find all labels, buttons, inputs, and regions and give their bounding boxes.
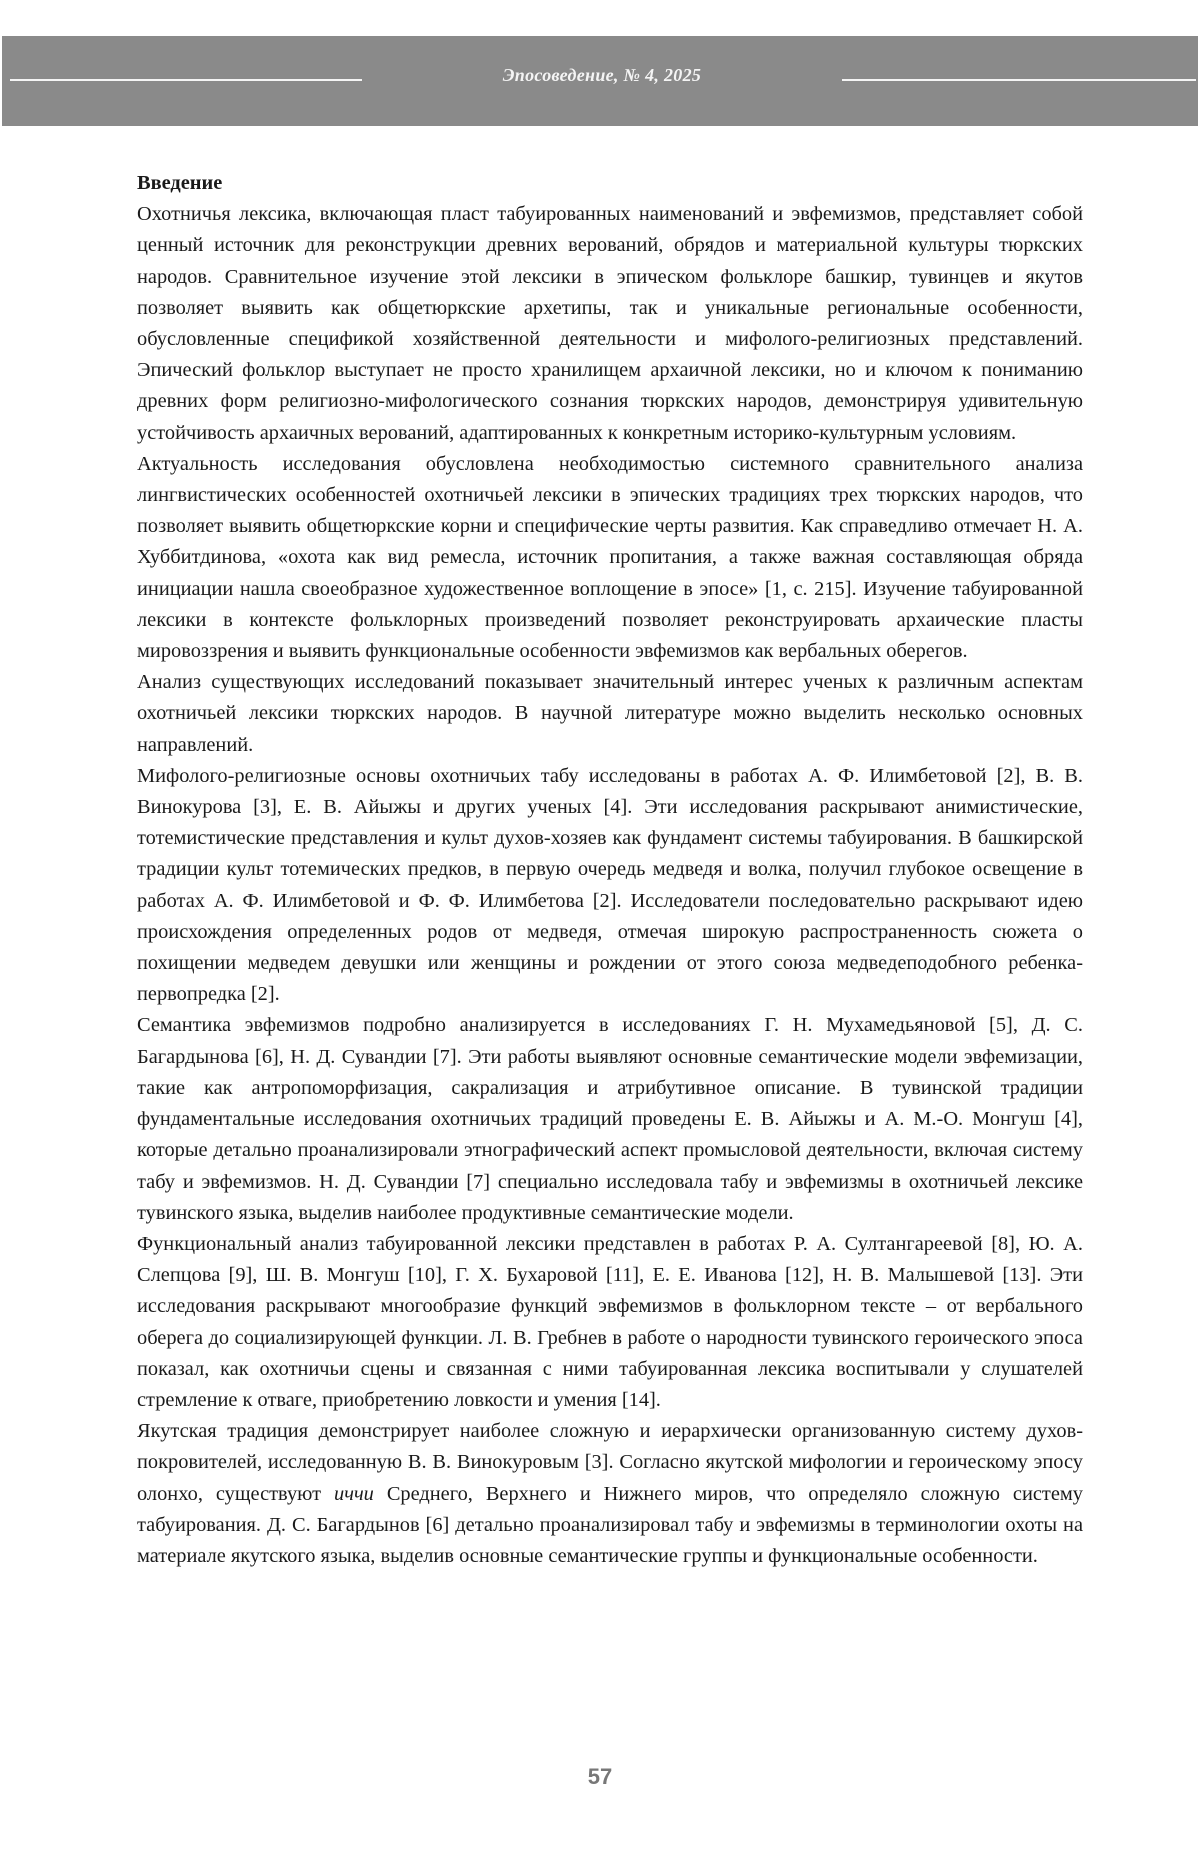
header-rule-right [842,79,1196,81]
journal-running-title: Эпосоведение, № 4, 2025 [502,65,702,85]
paragraph-7-part-1: Якутская традиция демонстрирует наиболее сложную и иерархически организованную систему духов-покровителей, исследованную В. В. Винокуровым [3]. Согласно якутской мифологии и героическому эпосу олонхо, существуют [137,1420,1083,1505]
header-rule-left [10,79,362,81]
paragraph-3: Анализ существующих исследований показывает значительный интерес ученых к различным аспектам охотничьей лексики тюркских народов. В научной литературе можно выделить несколько основных направлений. [137,671,1083,756]
term-ichchi: иччи [334,1482,374,1505]
paragraph-7 [137,1416,1083,1572]
article-body [137,168,1083,1572]
paragraph-4: Мифолого-религиозные основы охотничьих табу исследованы в работах А. Ф. Илимбетовой [2], В. В. Винокурова [3], Е. В. Айыжы и других ученых [4]. Эти исследования раскрывают анимистические, тотемистические представления и культ духов-хозяев как фундамент системы табуирования. В башкирской традиции культ тотемических предков, в первую очередь медведя и волка, получил глубокое освещение в работах А. Ф. Илимбетовой и Ф. Ф. Илимбетова [2]. Исследователи последовательно раскрывают идею происхождения определенных родов от медведя, отмечая широкую распространенность сюжета о похищении медведем девушки или женщины и рождении от этого союза медведеподобного ребенка-первопредка [2]. [137,764,1083,1006]
page-number: 57 [587,1764,613,1789]
paragraph-7-part-2: Среднего, Верхнего и Нижнего миров, что определяло сложную систему табуирования. Д. С. Багардынов [6] детально проанализировал табу и эвфемизмы в терминологии охоты на материале якутского языка, выделив основные семантические группы и функциональные особенности. [137,1482,1083,1567]
paragraph-6: Функциональный анализ табуированной лексики представлен в работах Р. А. Султангареевой [8], Ю. А. Слепцова [9], Ш. В. Монгуш [10], Г. Х. Бухаровой [11], Е. Е. Иванова [12], Н. В. Малышевой [13]. Эти исследования раскрывают многообразие функций эвфемизмов в фольклорном тексте – от вербального оберега до социализирующей функции. Л. В. Гребнев в работе о народности тувинского героического эпоса показал, как охотничьи сцены и связанная с ними табуированная лексика воспитывали у слушателей стремление к отваге, приобретению ловкости и умения [14]. [137,1232,1083,1411]
journal-header-band [2,36,1198,126]
section-heading-introduction: Введение [137,172,223,194]
paragraph-1: Охотничья лексика, включающая пласт табуированных наименований и эвфемизмов, представляет собой ценный источник для реконструкции древних верований, обрядов и материальной культуры тюркских народов. Сравнительное изучение этой лексики в эпическом фольклоре башкир, тувинцев и якутов позволяет выявить как общетюркские архетипы, так и уникальные региональные особенности, обусловленные спецификой хозяйственной деятельности и мифолого-религиозных представлений. Эпический фольклор выступает не просто хранилищем архаичной лексики, но и ключом к пониманию древних форм религиозно-мифологического сознания тюркских народов, демонстрируя удивительную устойчивость архаичных верований, адаптированных к конкретным историко-культурным условиям. [137,203,1083,444]
paragraph-2: Актуальность исследования обусловлена необходимостью системного сравнительного анализа лингвистических особенностей охотничьей лексики в эпических традициях трех тюркских народов, что позволяет выявить общетюркские корни и специфические черты развития. Как справедливо отмечает Н. А. Хуббитдинова, «охота как вид ремесла, источник пропитания, а также важная составляющая обряда инициации нашла своеобразное художественное воплощение в эпосе» [1, с. 215]. Изучение табуированной лексики в контексте фольклорных произведений позволяет реконструировать архаические пласты мировоззрения и выявить функциональные особенности эвфемизмов как вербальных оберегов. [137,452,1083,663]
paragraph-5: Семантика эвфемизмов подробно анализируется в исследованиях Г. Н. Мухамедьяновой [5], Д. С. Багардынова [6], Н. Д. Сувандии [7]. Эти работы выявляют основные семантические модели эвфемизации, такие как антропоморфизация, сакрализация и атрибутивное описание. В тувинской традиции фундаментальные исследования охотничьих традиций проведены Е. В. Айыжы и А. М.-О. Монгуш [4], которые детально проанализировали этнографический аспект промысловой деятельности, включая систему табу и эвфемизмов. Н. Д. Сувандии [7] специально исследовала табу и эвфемизмы в охотничьей лексике тувинского языка, выделив наиболее продуктивные семантические модели. [137,1014,1083,1224]
